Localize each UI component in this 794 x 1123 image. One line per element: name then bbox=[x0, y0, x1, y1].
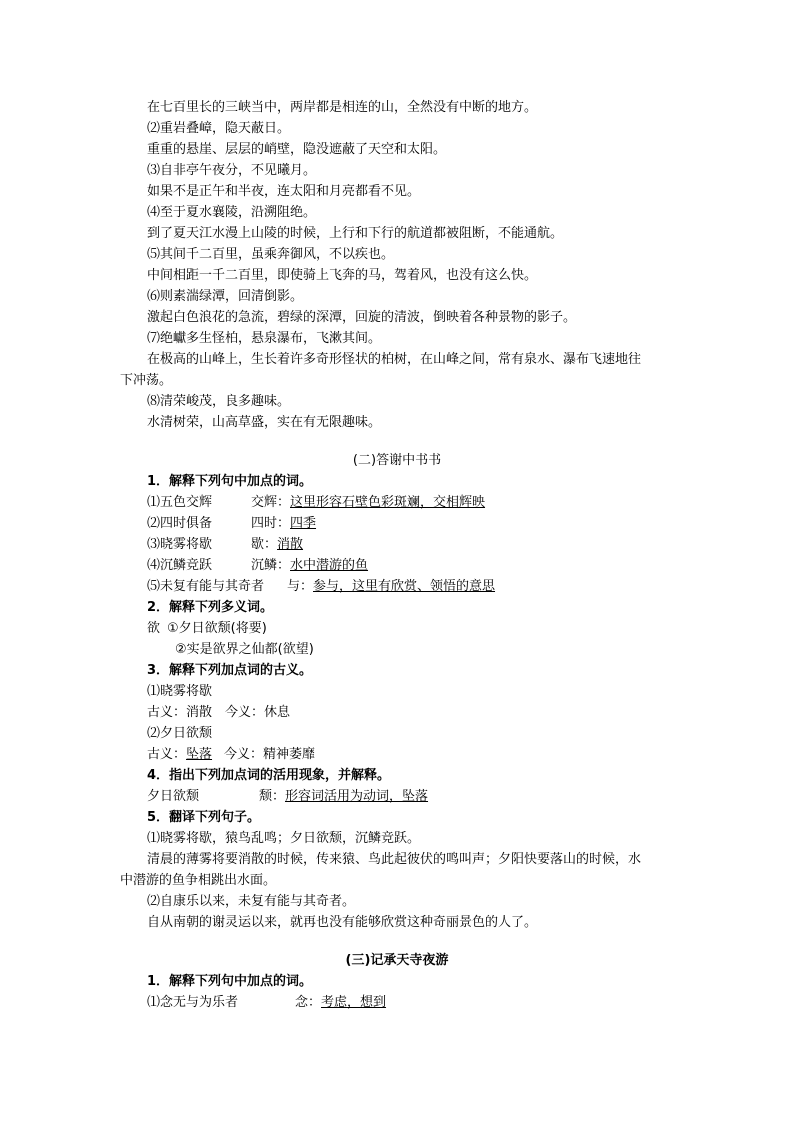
vocab-answer: 参与，这里有欣赏、领悟的意思 bbox=[313, 579, 496, 594]
question-title bbox=[147, 473, 312, 491]
question-text: 2．解释下列多义词。 bbox=[147, 600, 274, 615]
text-line: ⑶自非亭午夜分，不见曦月。 bbox=[147, 163, 317, 178]
vocab-answer: 这里形容石壁色彩斑斓，交相辉映 bbox=[290, 495, 486, 510]
section-heading: (三)记承天寺夜游 bbox=[345, 953, 449, 968]
vocab-answer: 水中潜游的鱼 bbox=[290, 558, 369, 573]
vocab-answer: 形容词活用为动词，坠落 bbox=[285, 789, 429, 804]
vocab-phrase: ⑴念无与为乐者 bbox=[147, 995, 239, 1010]
vocab-word: 念： bbox=[295, 995, 322, 1010]
vocab-answer: 消散 bbox=[277, 537, 304, 552]
vocab-phrase: 夕日欲颓 bbox=[147, 789, 200, 804]
answer-modern: 今义：精神萎靡 bbox=[224, 747, 316, 762]
vocab-item bbox=[147, 536, 303, 554]
text-line: ⑺绝巘多生怪柏，悬泉瀑布，飞漱其间。 bbox=[147, 331, 382, 346]
question-text: 3．解释下列加点词的古义。 bbox=[147, 663, 313, 678]
question-text: 5．翻译下列句子。 bbox=[147, 810, 261, 825]
text-line: ⑷至于夏水襄陵，沿溯阻绝。 bbox=[147, 205, 317, 220]
text-line: 如果不是正午和半夜，连太阳和月亮都看不见。 bbox=[147, 184, 421, 199]
text-line: 激起白色浪花的急流，碧绿的深潭，回旋的清波，倒映着各种景物的影子。 bbox=[147, 310, 577, 325]
text-line: 中间相距一千二百里，即使骑上飞奔的马，驾着风，也没有这么快。 bbox=[147, 268, 538, 283]
vocab-item bbox=[147, 994, 386, 1012]
vocab-word: 沉鳞： bbox=[251, 558, 291, 573]
text-line: ⑵夕日欲颓 bbox=[147, 726, 213, 741]
text-line: ⑴晓雾将歇，猿鸟乱鸣；夕日欲颓，沉鳞竞跃。 bbox=[147, 831, 421, 846]
text-line bbox=[147, 746, 315, 764]
text-line: 古义：消散 今义：休息 bbox=[147, 705, 291, 720]
text-line: ⑻清荣峻茂，良多趣味。 bbox=[147, 394, 291, 409]
text-line: 中潜游的鱼争相跳出水面。 bbox=[120, 873, 277, 888]
polysemy-sense: ①夕日欲颓(将要) bbox=[167, 621, 267, 636]
vocab-word: 交辉： bbox=[251, 495, 291, 510]
question-title bbox=[147, 973, 312, 991]
vocab-word: 歇： bbox=[251, 537, 278, 552]
vocab-item bbox=[147, 557, 368, 575]
vocab-word: 四时： bbox=[251, 516, 291, 531]
vocab-item bbox=[147, 515, 316, 533]
question-title bbox=[147, 767, 390, 785]
text-line: ⑵重岩叠嶂，隐天蔽日。 bbox=[147, 121, 291, 136]
text-line: 水清树荣，山高草盛，实在有无限趣味。 bbox=[147, 415, 382, 430]
text-line: 清晨的薄雾将要消散的时候，传来猿、鸟此起彼伏的鸣叫声；夕阳快要落山的时候，水 bbox=[147, 852, 642, 867]
vocab-answer: 四季 bbox=[290, 516, 317, 531]
vocab-phrase: ⑷沉鳞竞跃 bbox=[147, 558, 213, 573]
polysemy-item bbox=[147, 620, 267, 638]
question-title bbox=[147, 809, 260, 827]
vocab-word: 颓： bbox=[259, 789, 286, 804]
polysemy-word: 欲 bbox=[147, 621, 161, 636]
text-line: 重重的悬崖、层层的峭壁，隐没遮蔽了天空和太阳。 bbox=[147, 142, 447, 157]
vocab-item bbox=[147, 578, 495, 596]
text-line: ⑵自康乐以来，未复有能与其奇者。 bbox=[147, 894, 356, 909]
vocab-phrase: ⑸未复有能与其奇者 bbox=[147, 579, 265, 594]
text-line: ⑴晓雾将歇 bbox=[147, 684, 213, 699]
vocab-word: 与： bbox=[287, 579, 314, 594]
vocab-phrase: ⑴五色交辉 bbox=[147, 495, 213, 510]
text-line: ⑸其间千二百里，虽乘奔御风，不以疾也。 bbox=[147, 247, 395, 262]
section-heading: (二)答谢中书书 bbox=[352, 453, 442, 468]
text-line: 下冲荡。 bbox=[120, 373, 173, 388]
question-text: 1．解释下列句中加点的词。 bbox=[147, 974, 313, 989]
polysemy-sense: ②实是欲界之仙都(欲望) bbox=[175, 642, 314, 657]
text-line: 到了夏天江水漫上山陵的时候，上行和下行的航道都被阻断，不能通航。 bbox=[147, 226, 564, 241]
vocab-item bbox=[147, 788, 428, 806]
text-line: ⑹则素湍绿潭，回清倒影。 bbox=[147, 289, 304, 304]
vocab-item bbox=[147, 494, 485, 512]
question-title bbox=[147, 662, 312, 680]
text-line: 自从南朝的谢灵运以来，就再也没有能够欣赏这种奇丽景色的人了。 bbox=[147, 915, 538, 930]
vocab-answer: 考虑，想到 bbox=[321, 995, 387, 1010]
text-line: 在极高的山峰上，生长着许多奇形怪状的柏树，在山峰之间，常有泉水、瀑布飞速地往 bbox=[147, 352, 642, 367]
answer-ancient: 坠落 bbox=[186, 747, 213, 762]
question-text: 4．指出下列加点词的活用现象，并解释。 bbox=[147, 768, 391, 783]
question-text: 1．解释下列句中加点的词。 bbox=[147, 474, 313, 489]
vocab-phrase: ⑵四时俱备 bbox=[147, 516, 213, 531]
text-line: 在七百里长的三峡当中，两岸都是相连的山，全然没有中断的地方。 bbox=[147, 100, 538, 115]
question-title bbox=[147, 599, 273, 617]
vocab-phrase: ⑶晓雾将歇 bbox=[147, 537, 213, 552]
label-ancient: 古义： bbox=[147, 747, 187, 762]
